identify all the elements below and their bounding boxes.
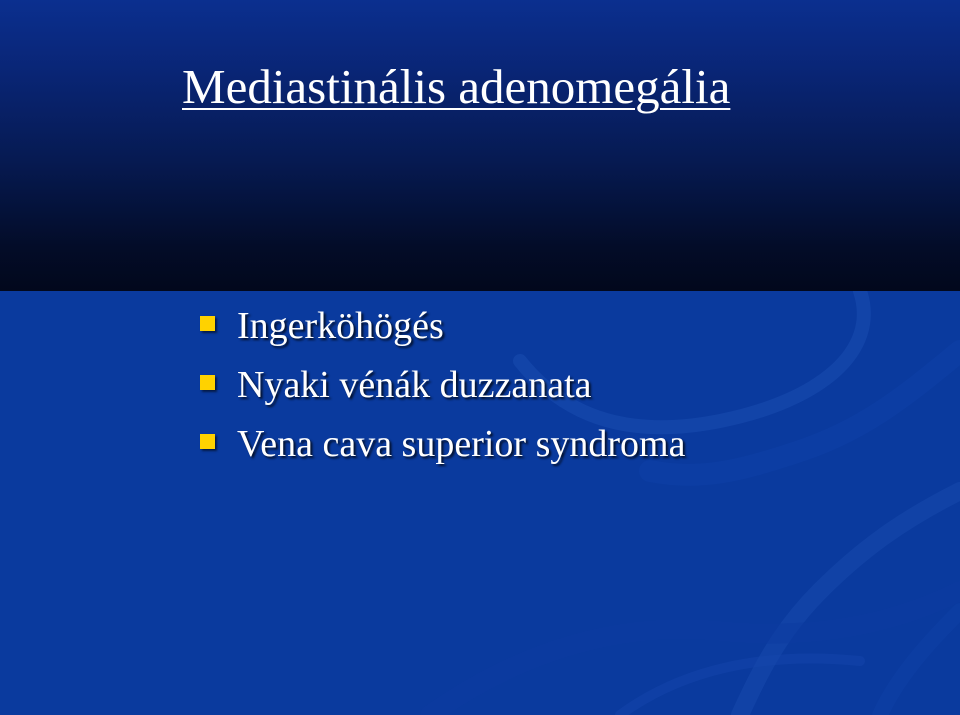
- slide-title: Mediastinális adenomegália: [182, 59, 731, 114]
- square-bullet-icon: [200, 316, 215, 331]
- bullet-item: [200, 355, 685, 414]
- bullet-list: [200, 296, 685, 473]
- bullet-item: [200, 296, 685, 355]
- bullet-text: Nyaki vénák duzzanata: [237, 363, 592, 406]
- bullet-text: Ingerköhögés: [237, 304, 444, 347]
- square-bullet-icon: [200, 375, 215, 390]
- header-band: [0, 0, 960, 291]
- bullet-text: Vena cava superior syndroma: [237, 422, 686, 465]
- bullet-item: [200, 414, 685, 473]
- square-bullet-icon: [200, 434, 215, 449]
